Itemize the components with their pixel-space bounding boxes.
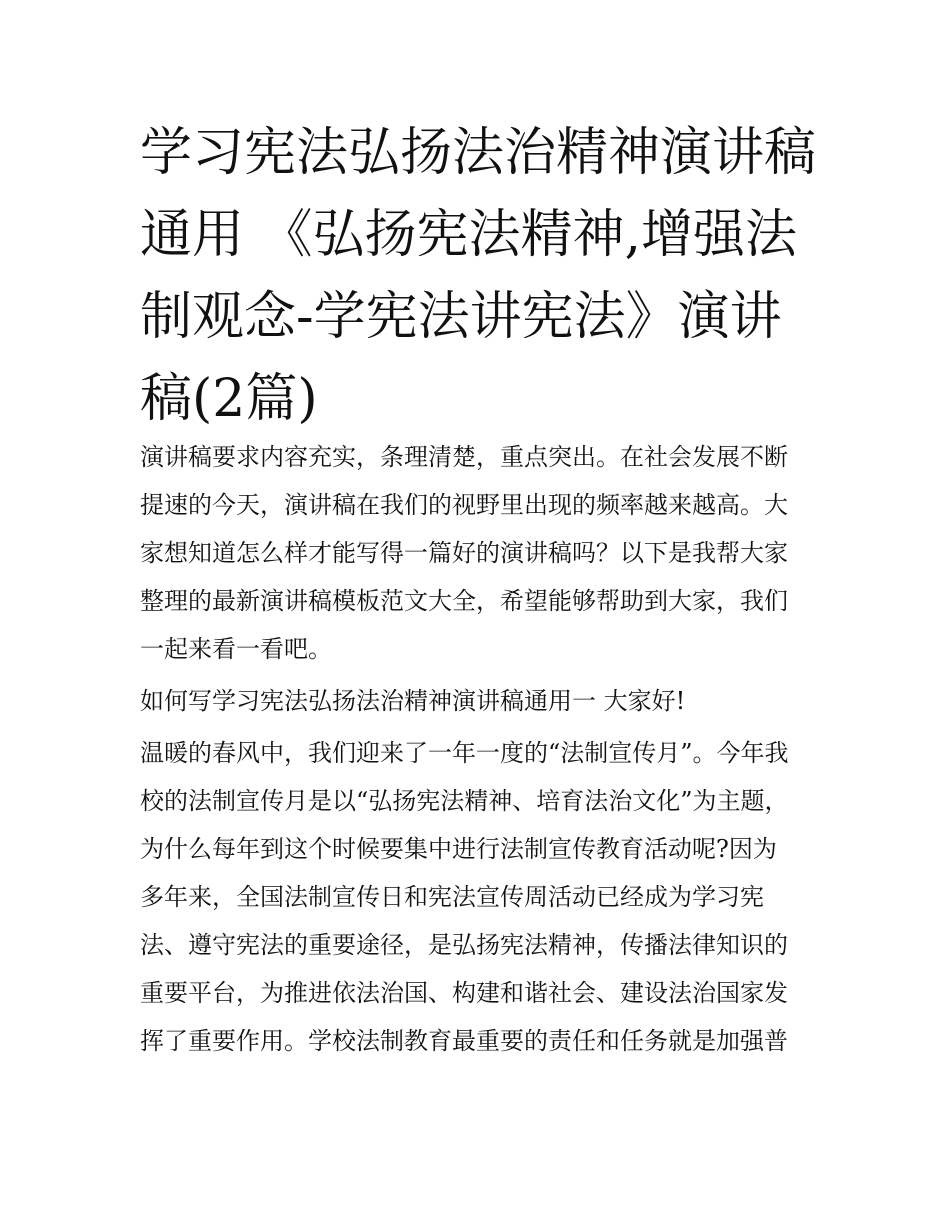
- text-line: 整理的最新演讲稿模板范文大全，希望能够帮助到大家，我们: [140, 587, 788, 615]
- text-line: 校的法制宣传月是以“弘扬宪法精神、培育法治文化”为主题，: [140, 787, 789, 815]
- text-line: 如何写学习宪法弘扬法治精神演讲稿通用一 大家好!: [140, 687, 686, 715]
- text-line: 重要平台，为推进依法治国、构建和谐社会、建设法治国家发: [140, 979, 788, 1007]
- section-heading-paragraph: [140, 677, 820, 725]
- text-line: 挥了重要作用。学校法制教育最重要的责任和任务就是加强普: [140, 1027, 788, 1055]
- text-line: 演讲稿要求内容充实，条理清楚，重点突出。在社会发展不断: [140, 443, 788, 471]
- text-line: 多年来，全国法制宣传日和宪法宣传周活动已经成为学习宪: [140, 883, 764, 911]
- text-line: 法、遵守宪法的重要途径，是弘扬宪法精神，传播法律知识的: [140, 931, 788, 959]
- document-body: [140, 433, 820, 1069]
- text-line: 一起来看一看吧。: [140, 635, 332, 663]
- intro-paragraph: [140, 433, 820, 673]
- text-line: 温暖的春风中，我们迎来了一年一度的“法制宣传月”。今年我: [140, 739, 789, 767]
- text-line: 提速的今天，演讲稿在我们的视野里出现的频率越来越高。大: [140, 491, 788, 519]
- document-title: 学习宪法弘扬法治精神演讲稿通用 《弘扬宪法精神,增强法制观念-学宪法讲宪法》演讲稿(2篇): [140, 123, 817, 429]
- text-line: 为什么每年到这个时候要集中进行法制宣传教育活动呢?因为: [140, 835, 777, 863]
- body-paragraph: [140, 729, 820, 1065]
- text-line: 家想知道怎么样才能写得一篇好的演讲稿吗？以下是我帮大家: [140, 539, 788, 567]
